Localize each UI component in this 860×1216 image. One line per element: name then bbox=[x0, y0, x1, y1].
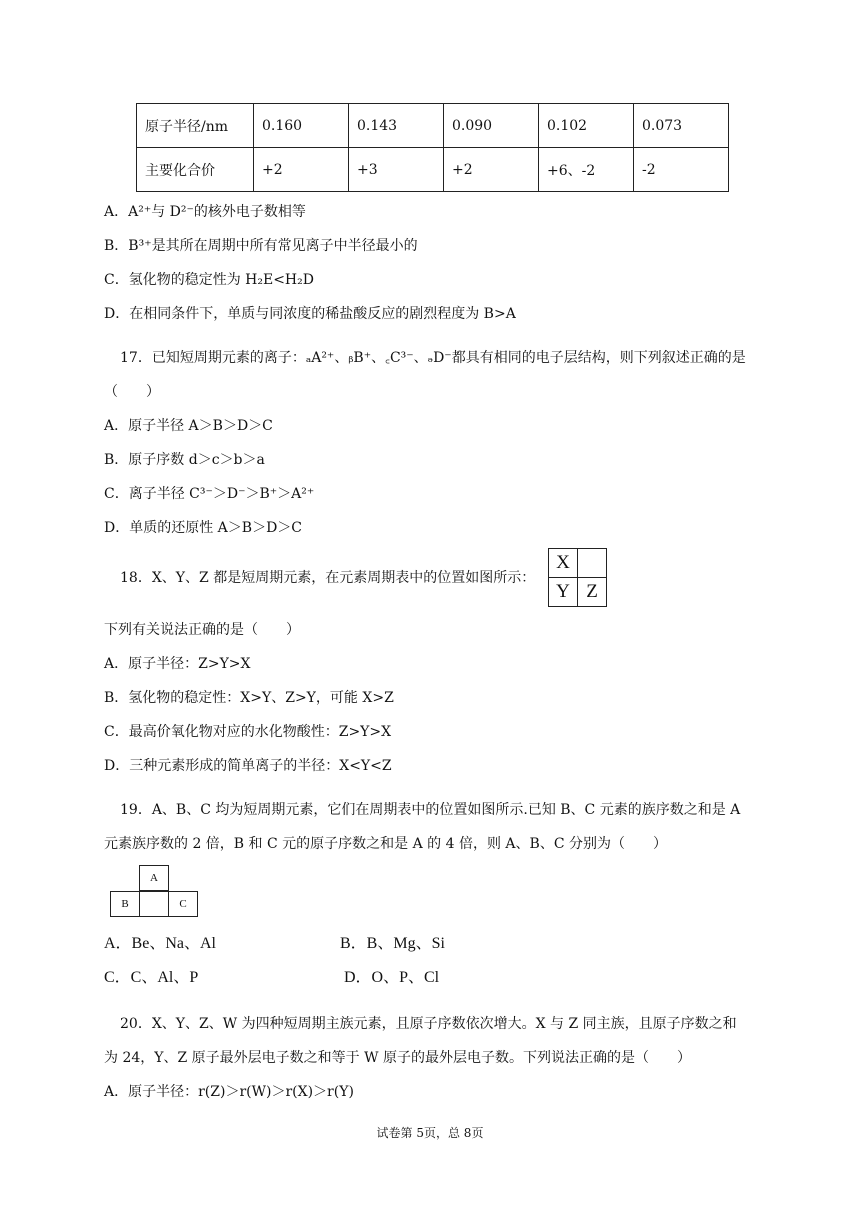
table-cell: +3 bbox=[349, 148, 444, 192]
q16-option-d: D．在相同条件下，单质与同浓度的稀盐酸反应的剧烈程度为 B>A bbox=[104, 306, 516, 322]
q19-option-c: C．C、Al、P bbox=[104, 969, 199, 986]
table-cell: 0.102 bbox=[539, 104, 634, 148]
table-cell: 0.090 bbox=[444, 104, 539, 148]
grid-cell-y: Y bbox=[549, 578, 578, 607]
table-cell: +2 bbox=[444, 148, 539, 192]
table-row bbox=[137, 148, 729, 192]
q17-option-b: B．原子序数 d＞c＞b＞a bbox=[104, 452, 265, 468]
radius-valence-table bbox=[136, 103, 729, 192]
q18-periodic-grid bbox=[548, 548, 607, 607]
grid-cell-empty bbox=[139, 891, 169, 917]
q19-option-d: D．O、P、Cl bbox=[344, 969, 440, 986]
q18-option-a: A．原子半径：Z>Y>X bbox=[104, 656, 251, 672]
q17-option-a: A．原子半径 A＞B＞D＞C bbox=[104, 418, 273, 434]
q20-stem-line1: 20．X、Y、Z、W 为四种短周期主族元素，且原子序数依次增大。X 与 Z 同主族，且原子序数之和 bbox=[120, 1016, 737, 1032]
table-cell: 0.143 bbox=[349, 104, 444, 148]
q19-option-a: A．Be、Na、Al bbox=[104, 935, 216, 952]
table-row-label: 主要化合价 bbox=[137, 148, 254, 192]
q17-option-d: D．单质的还原性 A＞B＞D＞C bbox=[104, 520, 303, 536]
q19-option-b: B．B、Mg、Si bbox=[340, 935, 445, 952]
q17-stem: 17．已知短周期元素的离子：ₐA²⁺、ᵦB⁺、꜀C³⁻、ₔD⁻都具有相同的电子层结构，则下列叙述正确的是 bbox=[120, 350, 746, 366]
table-cell: -2 bbox=[634, 148, 729, 192]
q18-option-d: D．三种元素形成的简单离子的半径：X<Y<Z bbox=[104, 758, 392, 774]
q17-bracket: （ ） bbox=[104, 384, 160, 400]
q18-option-c: C．最高价氧化物对应的水化物酸性：Z>Y>X bbox=[104, 724, 392, 740]
grid-cell-b: B bbox=[110, 891, 140, 917]
q18-option-b: B．氢化物的稳定性：X>Y、Z>Y，可能 X>Z bbox=[104, 690, 394, 706]
grid-cell-a: A bbox=[139, 865, 169, 891]
table-cell: +6、-2 bbox=[539, 148, 634, 192]
q19-stem-line1: 19．A、B、C 均为短周期元素，它们在周期表中的位置如图所示.已知 B、C 元素的族序数之和是 A bbox=[120, 802, 741, 818]
q18-subquestion: 下列有关说法正确的是（ ） bbox=[104, 622, 300, 638]
q16-option-b: B．B³⁺是其所在周期中所有常见离子中半径最小的 bbox=[104, 238, 418, 254]
table-cell: 0.073 bbox=[634, 104, 729, 148]
q18-stem: 18．X、Y、Z 都是短周期元素，在元素周期表中的位置如图所示： bbox=[120, 570, 536, 586]
table-cell: 0.160 bbox=[254, 104, 349, 148]
q19-periodic-grid bbox=[110, 865, 200, 917]
q16-option-c: C．氢化物的稳定性为 H₂E<H₂D bbox=[104, 272, 314, 288]
table-cell: +2 bbox=[254, 148, 349, 192]
grid-cell-z: Z bbox=[578, 578, 607, 607]
page-footer: 试卷第 5页，总 8页 bbox=[376, 1126, 484, 1140]
grid-cell-c: C bbox=[168, 891, 198, 917]
table-row bbox=[137, 104, 729, 148]
grid-cell-empty bbox=[578, 549, 607, 578]
q20-stem-line2: 为 24，Y、Z 原子最外层电子数之和等于 W 原子的最外层电子数。下列说法正确的是（ ） bbox=[104, 1050, 691, 1066]
q20-option-a: A．原子半径：r(Z)＞r(W)＞r(X)＞r(Y) bbox=[104, 1084, 354, 1100]
q17-option-c: C．离子半径 C³⁻＞D⁻＞B⁺＞A²⁺ bbox=[104, 486, 315, 502]
table-row-label: 原子半径/nm bbox=[137, 104, 254, 148]
q19-stem-line2: 元素族序数的 2 倍，B 和 C 元的原子序数之和是 A 的 4 倍，则 A、B、C 分别为（ ） bbox=[104, 836, 667, 852]
grid-cell-x: X bbox=[549, 549, 578, 578]
q16-option-a: A．A²⁺与 D²⁻的核外电子数相等 bbox=[104, 204, 306, 220]
